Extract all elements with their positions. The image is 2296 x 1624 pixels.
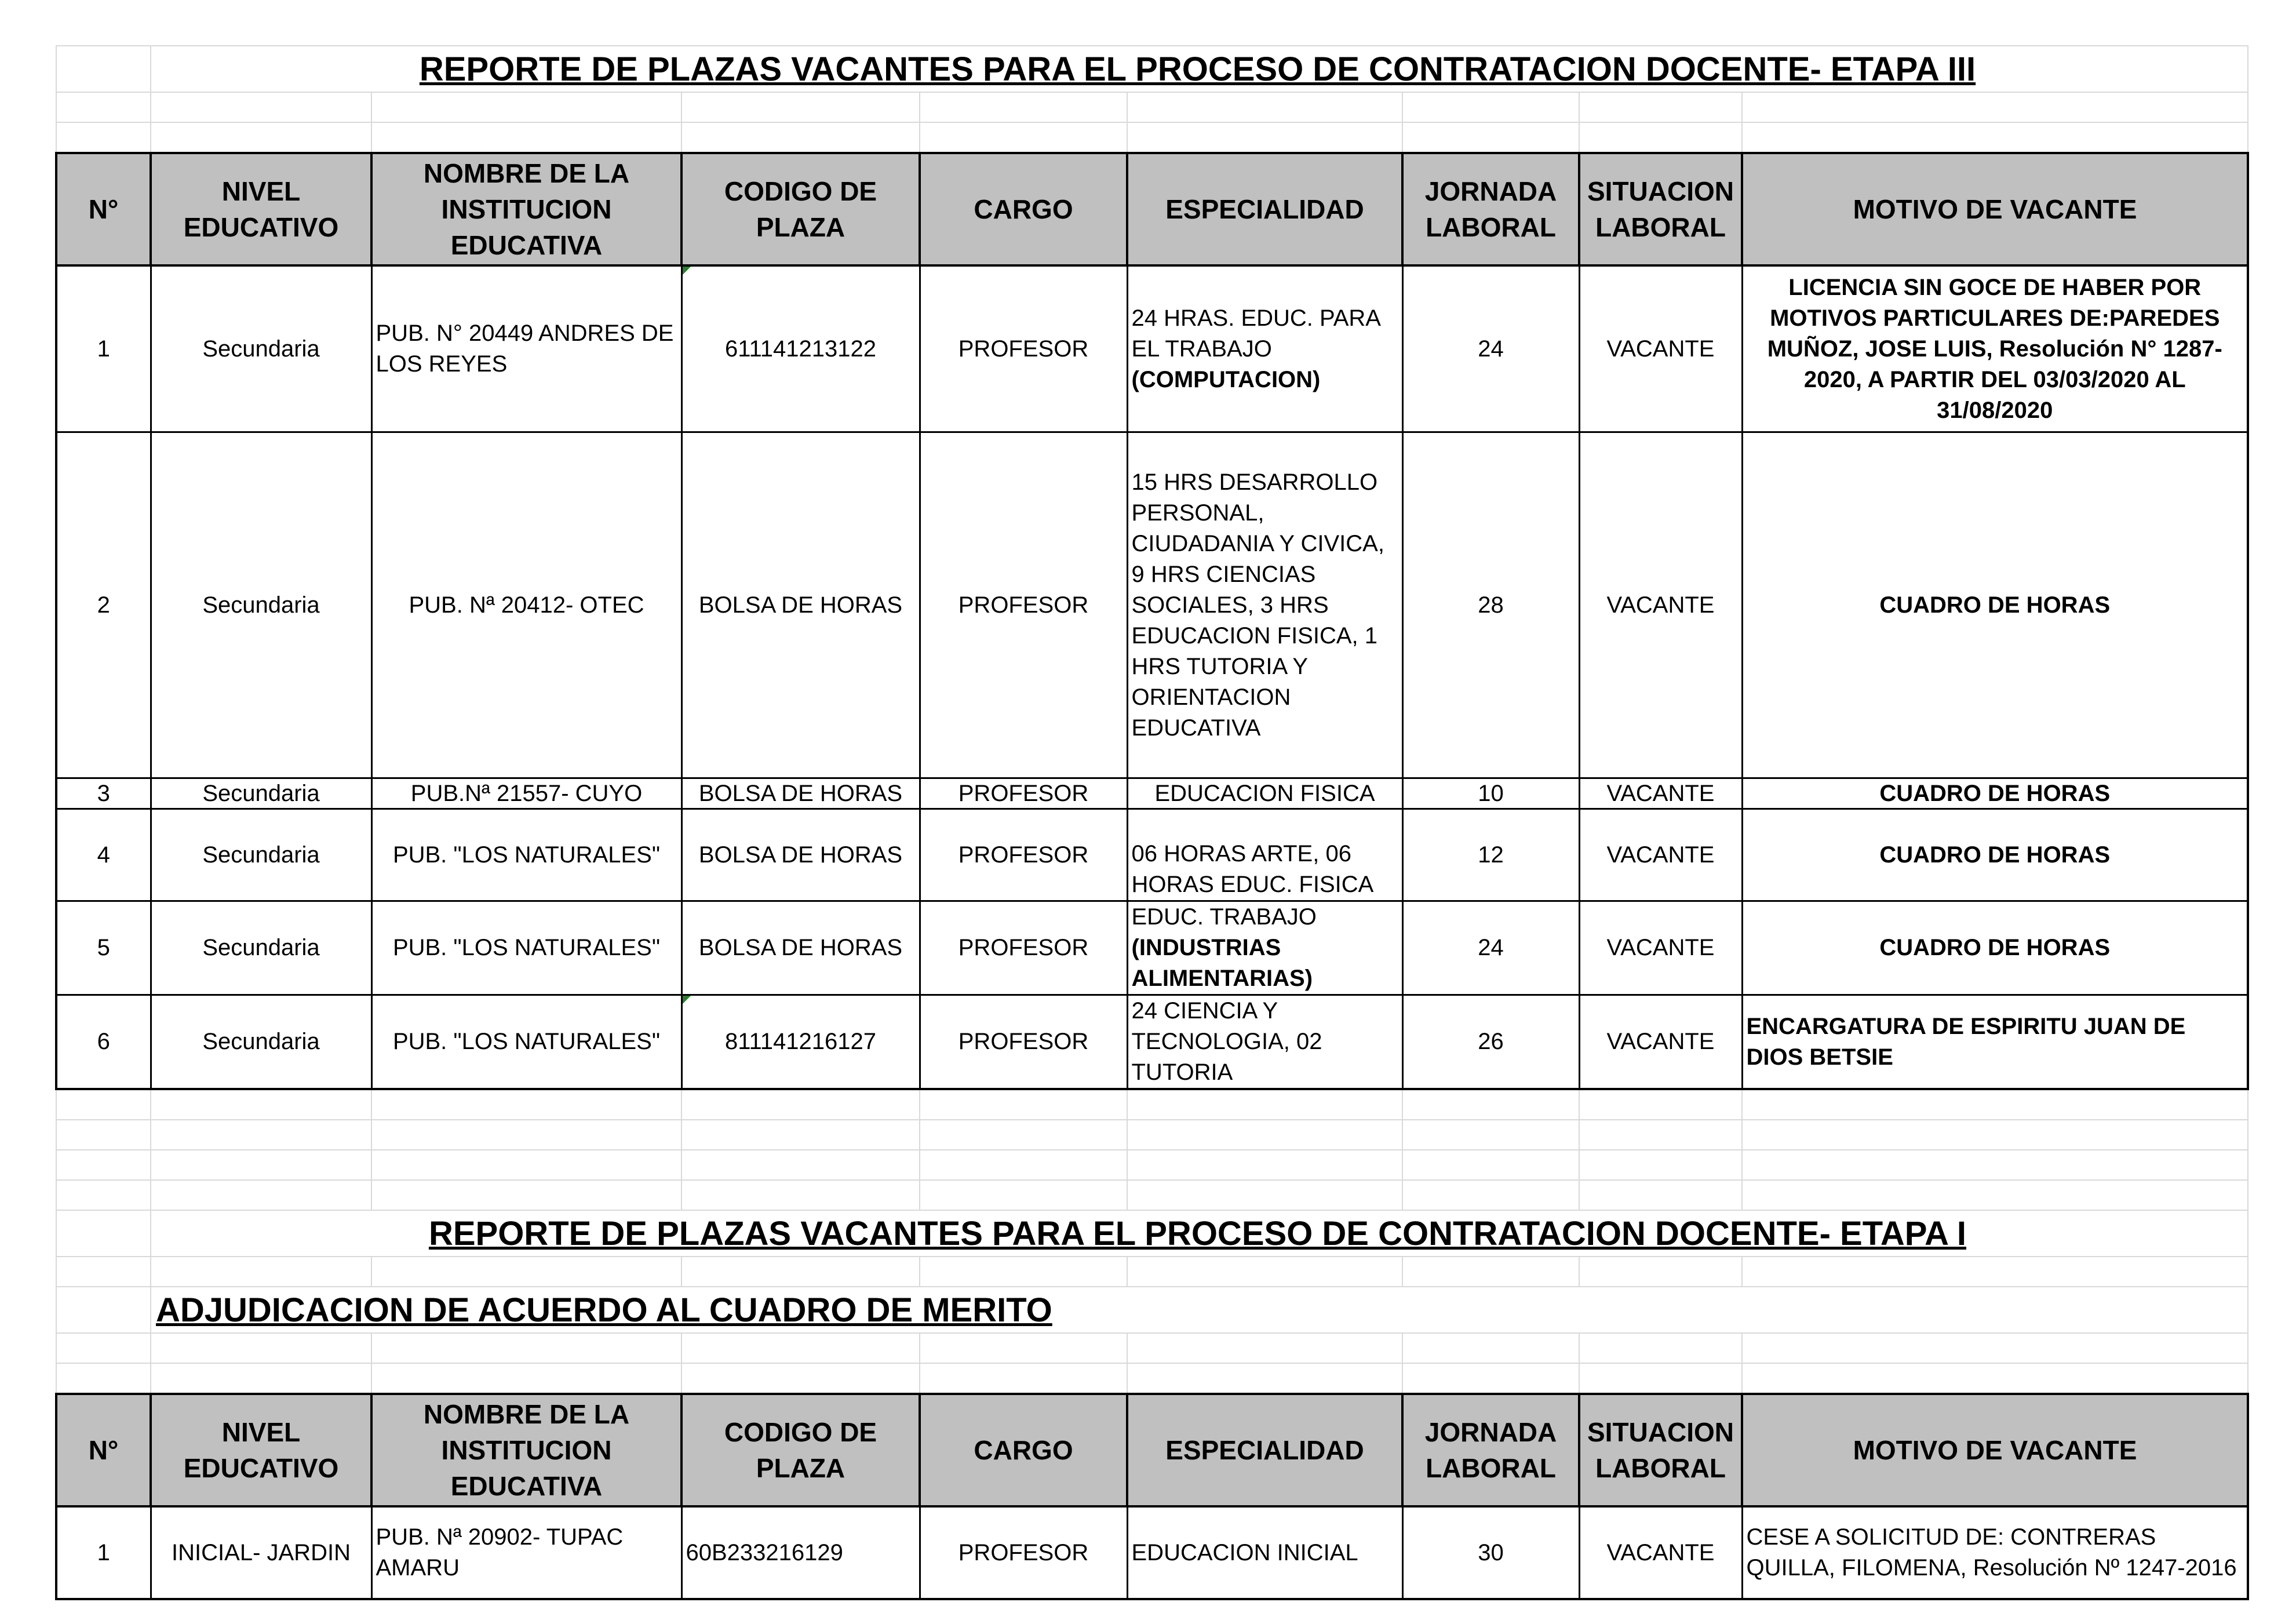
cell-institucion[interactable]: PUB. N° 20449 ANDRES DE LOS REYES — [371, 265, 681, 432]
cell-cargo[interactable]: PROFESOR — [920, 778, 1127, 809]
cell-nivel[interactable]: Secundaria — [151, 995, 371, 1090]
header-especialidad[interactable]: ESPECIALIDAD — [1127, 1394, 1402, 1506]
cell-jornada[interactable]: 24 — [1402, 265, 1579, 432]
header-motivo[interactable]: MOTIVO DE VACANTE — [1742, 153, 2248, 265]
header-jornada[interactable]: JORNADA LABORAL — [1402, 1394, 1579, 1506]
cell-situacion[interactable]: VACANTE — [1579, 809, 1742, 901]
cell-cargo[interactable]: PROFESOR — [920, 809, 1127, 901]
cell-institucion[interactable]: PUB. "LOS NATURALES" — [371, 901, 681, 995]
header-institucion[interactable]: NOMBRE DE LA INSTITUCION EDUCATIVA — [371, 1394, 681, 1506]
cell-codigo[interactable]: 60B233216129 — [681, 1506, 920, 1599]
cell-cargo[interactable]: PROFESOR — [920, 1506, 1127, 1599]
cell-motivo[interactable]: CUADRO DE HORAS — [1742, 432, 2248, 778]
cell-motivo[interactable]: LICENCIA SIN GOCE DE HABER POR MOTIVOS PARTICULARES DE:PAREDES MUÑOZ, JOSE LUIS, Resolución N° 1287-2020, A PARTIR DEL 03/03/2020 AL 31/08/2020 — [1742, 265, 2248, 432]
cell-n[interactable]: 4 — [56, 809, 151, 901]
cell-jornada[interactable]: 26 — [1402, 995, 1579, 1090]
report2-header-row — [56, 1394, 2248, 1506]
report1-title[interactable]: REPORTE DE PLAZAS VACANTES PARA EL PROCESO DE CONTRATACION DOCENTE- ETAPA III — [151, 46, 2248, 92]
cell-jornada[interactable]: 10 — [1402, 778, 1579, 809]
spreadsheet — [55, 45, 2249, 1600]
cell-situacion[interactable]: VACANTE — [1579, 778, 1742, 809]
cell-cargo[interactable]: PROFESOR — [920, 265, 1127, 432]
cell-especialidad[interactable]: EDUCACION INICIAL — [1127, 1506, 1402, 1599]
cell-n[interactable]: 2 — [56, 432, 151, 778]
cell-codigo[interactable]: BOLSA DE HORAS — [681, 809, 920, 901]
header-cargo[interactable]: CARGO — [920, 1394, 1127, 1506]
header-nivel[interactable]: NIVEL EDUCATIVO — [151, 153, 371, 265]
table-row — [56, 901, 2248, 995]
cell-motivo[interactable]: CUADRO DE HORAS — [1742, 809, 2248, 901]
header-n[interactable]: N° — [56, 1394, 151, 1506]
cell-especialidad[interactable]: 24 CIENCIA Y TECNOLOGIA, 02 TUTORIA — [1127, 995, 1402, 1090]
cell-motivo[interactable]: CUADRO DE HORAS — [1742, 778, 2248, 809]
cell-nivel[interactable]: Secundaria — [151, 778, 371, 809]
cell-codigo[interactable]: 811141216127 — [681, 995, 920, 1090]
especialidad-bold-text: (INDUSTRIAS ALIMENTARIAS) — [1131, 935, 1313, 991]
cell-codigo[interactable]: 611141213122 — [681, 265, 920, 432]
cell-especialidad[interactable]: 06 HORAS ARTE, 06 HORAS EDUC. FISICA — [1127, 809, 1402, 901]
cell-n[interactable]: 3 — [56, 778, 151, 809]
header-institucion[interactable]: NOMBRE DE LA INSTITUCION EDUCATIVA — [371, 153, 681, 265]
cell-jornada[interactable]: 12 — [1402, 809, 1579, 901]
header-especialidad[interactable]: ESPECIALIDAD — [1127, 153, 1402, 265]
header-situacion[interactable]: SITUACION LABORAL — [1579, 153, 1742, 265]
cell-situacion[interactable]: VACANTE — [1579, 1506, 1742, 1599]
cell-situacion[interactable]: VACANTE — [1579, 995, 1742, 1090]
especialidad-text: 24 HRAS. EDUC. PARA EL TRABAJO — [1131, 305, 1380, 362]
cell-institucion[interactable]: PUB. Nª 20412- OTEC — [371, 432, 681, 778]
cell-nivel[interactable]: Secundaria — [151, 432, 371, 778]
cell-jornada[interactable]: 30 — [1402, 1506, 1579, 1599]
table-row — [56, 265, 2248, 432]
cell-institucion[interactable]: PUB. Nª 20902- TUPAC AMARU — [371, 1506, 681, 1599]
cell-cargo[interactable]: PROFESOR — [920, 432, 1127, 778]
cell-nivel[interactable]: Secundaria — [151, 809, 371, 901]
cell-especialidad[interactable]: EDUCACION FISICA — [1127, 778, 1402, 809]
cell-codigo[interactable]: BOLSA DE HORAS — [681, 778, 920, 809]
cell-cargo[interactable]: PROFESOR — [920, 995, 1127, 1090]
cell-especialidad[interactable] — [1127, 265, 1402, 432]
cell-codigo[interactable]: BOLSA DE HORAS — [681, 901, 920, 995]
especialidad-text: EDUC. TRABAJO — [1131, 904, 1317, 930]
cell-cargo[interactable]: PROFESOR — [920, 901, 1127, 995]
empty-cell[interactable] — [56, 46, 151, 92]
header-nivel[interactable]: NIVEL EDUCATIVO — [151, 1394, 371, 1506]
especialidad-bold-text: (COMPUTACION) — [1131, 366, 1321, 392]
cell-n[interactable]: 6 — [56, 995, 151, 1090]
header-situacion[interactable]: SITUACION LABORAL — [1579, 1394, 1742, 1506]
cell-institucion[interactable]: PUB. "LOS NATURALES" — [371, 995, 681, 1090]
header-n[interactable]: N° — [56, 153, 151, 265]
header-motivo[interactable]: MOTIVO DE VACANTE — [1742, 1394, 2248, 1506]
cell-especialidad[interactable]: 15 HRS DESARROLLO PERSONAL, CIUDADANIA Y CIVICA, 9 HRS CIENCIAS SOCIALES, 3 HRS EDUCACION FISICA, 1 HRS TUTORIA Y ORIENTACION EDUCATIVA — [1127, 432, 1402, 778]
cell-nivel[interactable]: Secundaria — [151, 265, 371, 432]
table-row — [56, 1506, 2248, 1599]
header-codigo[interactable]: CODIGO DE PLAZA — [681, 153, 920, 265]
cell-motivo[interactable]: ENCARGATURA DE ESPIRITU JUAN DE DIOS BETSIE — [1742, 995, 2248, 1090]
report-sheet-table — [55, 45, 2249, 1600]
cell-jornada[interactable]: 24 — [1402, 901, 1579, 995]
cell-situacion[interactable]: VACANTE — [1579, 901, 1742, 995]
empty-cell[interactable] — [56, 1210, 151, 1257]
cell-n[interactable]: 1 — [56, 265, 151, 432]
table-row — [56, 432, 2248, 778]
cell-institucion[interactable]: PUB.Nª 21557- CUYO — [371, 778, 681, 809]
cell-situacion[interactable]: VACANTE — [1579, 265, 1742, 432]
report1-header-row — [56, 153, 2248, 265]
table-row — [56, 778, 2248, 809]
cell-situacion[interactable]: VACANTE — [1579, 432, 1742, 778]
cell-nivel[interactable]: INICIAL- JARDIN — [151, 1506, 371, 1599]
table-row — [56, 995, 2248, 1090]
cell-n[interactable]: 1 — [56, 1506, 151, 1599]
cell-nivel[interactable]: Secundaria — [151, 901, 371, 995]
report2-title[interactable]: REPORTE DE PLAZAS VACANTES PARA EL PROCESO DE CONTRATACION DOCENTE- ETAPA I — [151, 1210, 2248, 1257]
cell-codigo[interactable]: BOLSA DE HORAS — [681, 432, 920, 778]
empty-cell[interactable] — [56, 1287, 151, 1333]
header-codigo[interactable]: CODIGO DE PLAZA — [681, 1394, 920, 1506]
cell-institucion[interactable]: PUB. "LOS NATURALES" — [371, 809, 681, 901]
cell-jornada[interactable]: 28 — [1402, 432, 1579, 778]
report2-subtitle[interactable]: ADJUDICACION DE ACUERDO AL CUADRO DE MERITO — [151, 1287, 2248, 1333]
cell-motivo[interactable]: CESE A SOLICITUD DE: CONTRERAS QUILLA, FILOMENA, Resolución Nº 1247-2016 — [1742, 1506, 2248, 1599]
header-cargo[interactable]: CARGO — [920, 153, 1127, 265]
table-row — [56, 809, 2248, 901]
cell-motivo[interactable]: CUADRO DE HORAS — [1742, 901, 2248, 995]
cell-especialidad[interactable] — [1127, 901, 1402, 995]
cell-n[interactable]: 5 — [56, 901, 151, 995]
header-jornada[interactable]: JORNADA LABORAL — [1402, 153, 1579, 265]
